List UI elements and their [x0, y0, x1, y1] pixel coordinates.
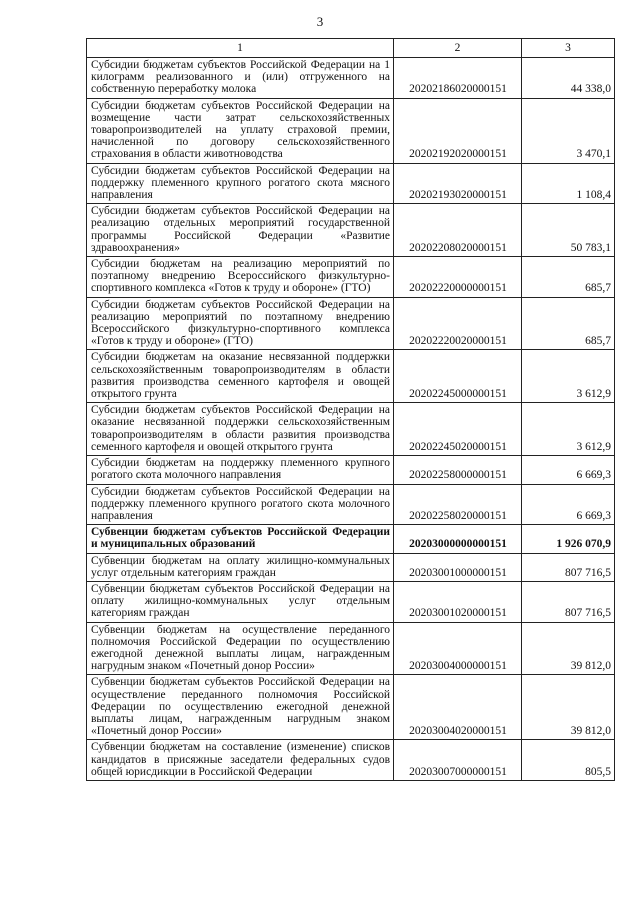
row-amount: 6 669,3: [522, 484, 615, 525]
row-code: 20202258020000151: [394, 484, 522, 525]
header-col-3: 3: [522, 39, 615, 58]
row-name: Субсидии бюджетам субъектов Российской Федерации на возмещение части затрат сельскохозяйственных товаропроизводителей на уплату страховой премии, начисленной по договору сельскохозяйственного страхования в области животноводства: [87, 98, 394, 163]
row-amount: 685,7: [522, 297, 615, 350]
table-body: [87, 58, 615, 781]
table-row: [87, 456, 615, 484]
row-amount: 39 812,0: [522, 675, 615, 740]
row-code: 20202245000000151: [394, 350, 522, 403]
row-amount: 807 716,5: [522, 553, 615, 581]
row-code: 20203001020000151: [394, 581, 522, 622]
row-amount: 685,7: [522, 257, 615, 298]
row-name: Субвенции бюджетам на составление (изменение) списков кандидатов в присяжные заседатели федеральных судов общей юрисдикции в Российской Федерации: [87, 740, 394, 781]
table-row: [87, 675, 615, 740]
row-amount: 39 812,0: [522, 622, 615, 675]
table-header: [87, 39, 615, 58]
row-name: Субсидии бюджетам на реализацию мероприятий по поэтапному внедрению Всероссийского физкультурно-спортивного комплекса «Готов к труду и обороне» (ГТО): [87, 257, 394, 298]
budget-table: [86, 38, 615, 781]
row-code: 20202258000000151: [394, 456, 522, 484]
row-name: Субсидии бюджетам субъектов Российской Федерации на реализацию мероприятий по поэтапному внедрению Всероссийского физкультурно-спортивного комплекса «Готов к труду и обороне» (ГТО): [87, 297, 394, 350]
row-amount: 3 612,9: [522, 350, 615, 403]
row-name: Субсидии бюджетам на оказание несвязанной поддержки сельскохозяйственным товаропроизводителям в области развития производства семенного картофеля и овощей открытого грунта: [87, 350, 394, 403]
table-row: [87, 553, 615, 581]
row-name: Субвенции бюджетам на осуществление переданного полномочия Российской Федерации по осуществлению ежегодной денежной выплаты лицам, награжденным нагрудным знаком «Почетный донор России»: [87, 622, 394, 675]
row-name: Субсидии бюджетам субъектов Российской Федерации на поддержку племенного крупного рогатого скота мясного направления: [87, 163, 394, 204]
row-name: Субвенции бюджетам субъектов Российской Федерации и муниципальных образований: [87, 525, 394, 553]
table-row: [87, 622, 615, 675]
table-row: [87, 525, 615, 553]
row-name: Субвенции бюджетам субъектов Российской Федерации на оплату жилищно-коммунальных услуг отдельным категориям граждан: [87, 581, 394, 622]
row-name: Субсидии бюджетам субъектов Российской Федерации на оказание несвязанной поддержки сельскохозяйственным товаропроизводителям в области развития производства семенного картофеля и овощей открытого грунта: [87, 403, 394, 456]
table-row: [87, 297, 615, 350]
row-name: Субсидии бюджетам на поддержку племенного крупного рогатого скота молочного направления: [87, 456, 394, 484]
table-row: [87, 98, 615, 163]
row-code: 20203004020000151: [394, 675, 522, 740]
row-amount: 3 470,1: [522, 98, 615, 163]
row-code: 20202193020000151: [394, 163, 522, 204]
table-row: [87, 257, 615, 298]
header-row: [87, 39, 615, 58]
row-code: 20202220020000151: [394, 297, 522, 350]
page-number: 3: [316, 14, 324, 29]
row-amount: 1 926 070,9: [522, 525, 615, 553]
row-amount: 44 338,0: [522, 58, 615, 99]
row-code: 20202220000000151: [394, 257, 522, 298]
row-code: 20203004000000151: [394, 622, 522, 675]
table-row: [87, 740, 615, 781]
table-row: [87, 403, 615, 456]
row-code: 20202208020000151: [394, 204, 522, 257]
row-code: 20203007000000151: [394, 740, 522, 781]
header-col-2: 2: [394, 39, 522, 58]
row-code: 20203001000000151: [394, 553, 522, 581]
row-code: 20203000000000151: [394, 525, 522, 553]
table-row: [87, 581, 615, 622]
row-name: Субвенции бюджетам на оплату жилищно-коммунальных услуг отдельным категориям граждан: [87, 553, 394, 581]
row-amount: 6 669,3: [522, 456, 615, 484]
header-col-1: 1: [87, 39, 394, 58]
row-amount: 1 108,4: [522, 163, 615, 204]
row-name: Субвенции бюджетам субъектов Российской Федерации на осуществление переданного полномочия Российской Федерации по осуществлению ежегодной денежной выплаты лицам, награжденным нагрудным знаком «Почетный донор России»: [87, 675, 394, 740]
row-amount: 805,5: [522, 740, 615, 781]
row-code: 20202192020000151: [394, 98, 522, 163]
row-name: Субсидии бюджетам субъектов Российской Федерации на 1 килограмм реализованного и (или) отгруженного на собственную переработку молока: [87, 58, 394, 99]
table-row: [87, 204, 615, 257]
row-code: 20202245020000151: [394, 403, 522, 456]
table-row: [87, 350, 615, 403]
table-row: [87, 484, 615, 525]
row-name: Субсидии бюджетам субъектов Российской Федерации на реализацию отдельных мероприятий государственной программы Российской Федерации «Развитие здравоохранения»: [87, 204, 394, 257]
row-amount: 807 716,5: [522, 581, 615, 622]
row-code: 20202186020000151: [394, 58, 522, 99]
row-amount: 3 612,9: [522, 403, 615, 456]
row-name: Субсидии бюджетам субъектов Российской Федерации на поддержку племенного крупного рогатого скота молочного направления: [87, 484, 394, 525]
table-row: [87, 163, 615, 204]
row-amount: 50 783,1: [522, 204, 615, 257]
table-row: [87, 58, 615, 99]
